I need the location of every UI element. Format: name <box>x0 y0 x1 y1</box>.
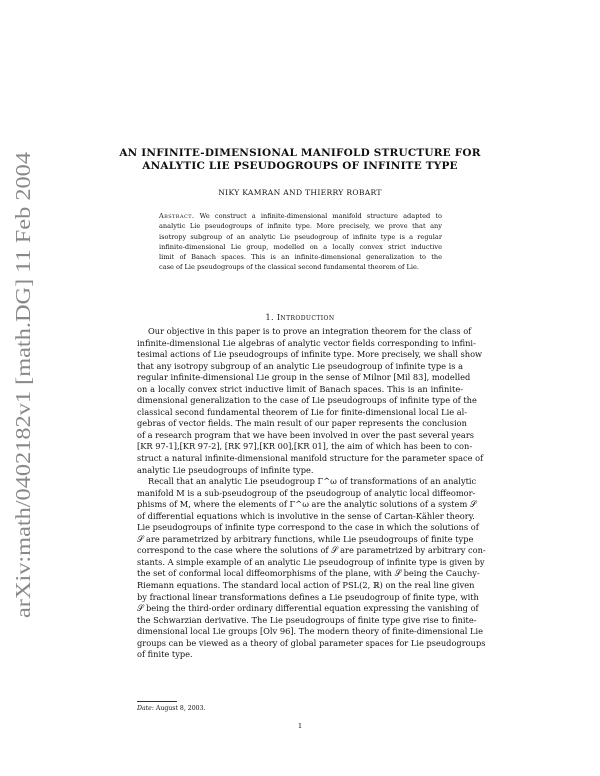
arxiv-id: arXiv:math/0402182v1 [math.DG] 11 Feb 2004 <box>11 206 35 618</box>
body-line: dimensional local Lie groups [Olv 96]. The modern theory of finite-dimensional Lie <box>137 626 484 637</box>
footnote-text: : August 8, 2003. <box>151 705 206 712</box>
body-line: the Schwarzian derivative. The Lie pseudogroups of finite type give rise to finite- <box>137 614 477 625</box>
body-line: infinite-dimensional Lie algebras of analytic vector fields corresponding to infini- <box>137 337 476 348</box>
body-line: Riemann equations. The standard local action of PSL(2, ℝ) on the real line given <box>137 580 475 591</box>
body-line: groups can be viewed as a theory of global parameter spaces for Lie pseudogroups <box>137 637 486 648</box>
section-title: Introduction <box>276 313 335 322</box>
body-line: tesimal actions of Lie pseudogroups of infinite type. More precisely, we shall show <box>137 349 483 360</box>
abstract-line: analytic Lie pseudogroups of infinite type. More precisely, we prove that any <box>159 222 442 231</box>
abstract-line: Abstract. We construct a infinite-dimensional manifold structure adapted to <box>159 212 442 220</box>
body-line: of a research program that we have been involved in over the past several years <box>137 429 474 440</box>
body-line: correspond to the case where the solutions of 𝒮 are parametrized by arbitrary con- <box>137 545 486 556</box>
abstract-line: isotropy subgroup of an analytic Lie pseudogroup of infinite type is a regular <box>159 232 442 241</box>
body-line: of finite type. <box>137 649 193 660</box>
body-line: analytic Lie pseudogroups of infinite type. <box>137 464 314 475</box>
abstract-line: case of Lie pseudogroups of the classical second fundamental theorem of Lie. <box>159 263 420 272</box>
body-line: on a locally convex strict inductive limit of Banach spaces. This is an infinite- <box>137 383 463 394</box>
footnote <box>137 705 205 712</box>
arxiv-stamp <box>4 150 40 620</box>
abstract-line: infinite-dimensional Lie group, modelled on a locally convex strict inductive <box>159 242 442 251</box>
section-heading <box>90 313 510 322</box>
body-line: by fractional linear transformations defines a Lie pseudogroup of finite type, with <box>137 591 479 602</box>
body-line: dimensional generalization to the case of Lie pseudogroups of infinite type of the <box>137 395 477 406</box>
body-line: gebras of vector fields. The main result of our paper represents the conclusion <box>137 418 467 429</box>
body-line: regular infinite-dimensional Lie group in the sense of Milnor [Mil 83], modelled <box>137 372 471 383</box>
section-number: 1. <box>265 313 274 322</box>
authors: NIKY KAMRAN AND THIERRY ROBART <box>218 188 382 197</box>
body-line: Recall that an analytic Lie pseudogroup Γ^ω of transformations of an analytic <box>148 476 477 487</box>
body-line: stants. A simple example of an analytic Lie pseudogroup of infinite type is given by <box>137 556 485 567</box>
body-text <box>137 326 486 661</box>
body-line: Lie pseudogroups of infinite type correspond to the case in which the solutions of <box>137 522 479 533</box>
body-line: of differential equations which is involutive in the sense of Cartan-Kähler theory. <box>137 510 475 521</box>
paper-title-line-2: ANALYTIC LIE PSEUDOGROUPS OF INFINITE TYPE <box>142 160 458 172</box>
body-line: Our objective in this paper is to prove an integration theorem for the class of <box>148 326 472 336</box>
body-line: manifold M is a sub-pseudogroup of the pseudogroup of analytic local diffeomor- <box>137 487 476 498</box>
body-line: phisms of M, where the elements of Γ^ω are the analytic solutions of a system 𝒮 <box>137 499 477 510</box>
body-line: the set of conformal local diffeomorphisms of the plane, with 𝒮 being the Cauchy- <box>137 568 480 579</box>
body-line: that any isotropy subgroup of an analytic Lie pseudogroup of infinite type is a <box>137 360 464 371</box>
body-line: classical second fundamental theorem of Lie for finite-dimensional local Lie al- <box>137 406 468 417</box>
body-line: struct a natural infinite-dimensional manifold structure for the parameter space of <box>137 453 484 464</box>
body-line: [KR 97-1],[KR 97-2], [RK 97],[KR 00],[KR 01], the aim of which has been to con- <box>137 441 473 452</box>
abstract-line: limit of Banach spaces. This is an infinite-dimensional generalization to the <box>159 253 442 262</box>
body-line: 𝒮 are parametrized by arbitrary functions, while Lie pseudogroups of finite type <box>137 533 474 544</box>
paper-title-line-1: AN INFINITE-DIMENSIONAL MANIFOLD STRUCTURE FOR <box>119 147 481 159</box>
abstract-label: Abstract. <box>159 212 195 220</box>
body-line: 𝒮 being the third-order ordinary differential equation expressing the vanishing of <box>137 603 479 614</box>
footnote-label: Date <box>137 705 152 712</box>
page-number: 1 <box>297 722 303 730</box>
abstract <box>159 211 442 273</box>
footnote-rule <box>137 701 177 702</box>
